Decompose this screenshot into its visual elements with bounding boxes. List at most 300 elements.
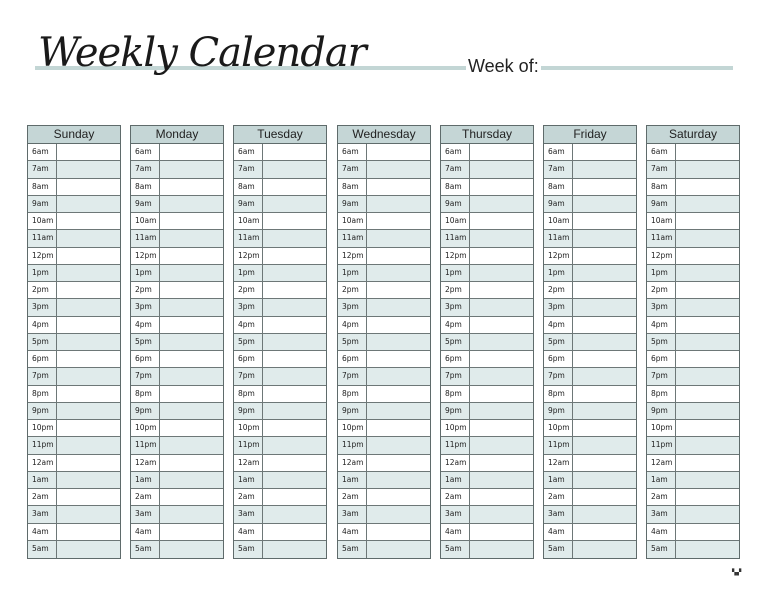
entry-cell[interactable] <box>676 506 739 522</box>
entry-cell[interactable] <box>573 524 636 540</box>
time-label: 3am <box>338 506 367 522</box>
time-slot-row <box>234 144 326 161</box>
entry-cell[interactable] <box>573 420 636 436</box>
entry-cell[interactable] <box>57 386 120 402</box>
entry-cell[interactable] <box>470 541 533 558</box>
entry-cell[interactable] <box>470 248 533 264</box>
entry-cell[interactable] <box>573 196 636 212</box>
entry-cell[interactable] <box>160 179 223 195</box>
entry-cell[interactable] <box>470 334 533 350</box>
entry-cell[interactable] <box>573 489 636 505</box>
time-slot-row <box>441 334 533 351</box>
entry-cell[interactable] <box>367 179 430 195</box>
entry-cell[interactable] <box>57 299 120 315</box>
entry-cell[interactable] <box>573 179 636 195</box>
time-slot-row <box>544 230 636 247</box>
time-slot-row <box>544 213 636 230</box>
time-slot-row <box>338 437 430 454</box>
entry-cell[interactable] <box>263 265 326 281</box>
time-slot-row <box>647 179 739 196</box>
entry-cell[interactable] <box>57 437 120 453</box>
time-label: 7pm <box>441 368 470 384</box>
entry-cell[interactable] <box>263 299 326 315</box>
time-label: 6am <box>234 144 263 160</box>
time-label: 5pm <box>647 334 676 350</box>
time-label: 12pm <box>28 248 57 264</box>
time-slot-row <box>234 420 326 437</box>
entry-cell[interactable] <box>57 144 120 160</box>
time-label: 10pm <box>441 420 470 436</box>
entry-cell[interactable] <box>160 420 223 436</box>
time-label: 10am <box>441 213 470 229</box>
time-slot-row <box>441 437 533 454</box>
time-slot-row <box>338 506 430 523</box>
entry-cell[interactable] <box>160 299 223 315</box>
time-slot-row <box>441 265 533 282</box>
entry-cell[interactable] <box>57 282 120 298</box>
entry-cell[interactable] <box>573 282 636 298</box>
time-slot-row <box>234 541 326 558</box>
time-slot-row <box>131 489 223 506</box>
day-header: Friday <box>544 126 636 144</box>
time-slot-row <box>234 299 326 316</box>
entry-cell[interactable] <box>573 248 636 264</box>
time-label: 7pm <box>234 368 263 384</box>
entry-cell[interactable] <box>676 524 739 540</box>
entry-cell[interactable] <box>57 334 120 350</box>
time-label: 4am <box>131 524 160 540</box>
entry-cell[interactable] <box>367 386 430 402</box>
entry-cell[interactable] <box>470 506 533 522</box>
time-slot-row <box>338 144 430 161</box>
entry-cell[interactable] <box>57 196 120 212</box>
entry-cell[interactable] <box>676 265 739 281</box>
time-slot-row <box>647 489 739 506</box>
entry-cell[interactable] <box>57 524 120 540</box>
day-column-sunday <box>27 125 121 559</box>
time-slot-row <box>131 317 223 334</box>
entry-cell[interactable] <box>263 472 326 488</box>
time-label: 5am <box>338 541 367 558</box>
time-slot-row <box>544 472 636 489</box>
entry-cell[interactable] <box>676 351 739 367</box>
time-label: 9am <box>441 196 470 212</box>
entry-cell[interactable] <box>367 265 430 281</box>
time-label: 3am <box>28 506 57 522</box>
entry-cell[interactable] <box>57 230 120 246</box>
entry-cell[interactable] <box>573 161 636 177</box>
entry-cell[interactable] <box>160 455 223 471</box>
entry-cell[interactable] <box>57 265 120 281</box>
time-label: 12am <box>234 455 263 471</box>
entry-cell[interactable] <box>160 524 223 540</box>
time-slot-row <box>28 144 120 161</box>
entry-cell[interactable] <box>367 317 430 333</box>
time-slot-row <box>338 524 430 541</box>
time-label: 7am <box>234 161 263 177</box>
time-label: 6am <box>647 144 676 160</box>
entry-cell[interactable] <box>573 368 636 384</box>
entry-cell[interactable] <box>57 455 120 471</box>
time-slot-row <box>544 334 636 351</box>
entry-cell[interactable] <box>160 368 223 384</box>
time-slot-row <box>338 541 430 558</box>
time-label: 1am <box>338 472 367 488</box>
time-label: 4pm <box>234 317 263 333</box>
entry-cell[interactable] <box>470 524 533 540</box>
entry-cell[interactable] <box>160 386 223 402</box>
entry-cell[interactable] <box>160 489 223 505</box>
entry-cell[interactable] <box>263 368 326 384</box>
entry-cell[interactable] <box>160 472 223 488</box>
entry-cell[interactable] <box>367 144 430 160</box>
entry-cell[interactable] <box>470 179 533 195</box>
entry-cell[interactable] <box>367 420 430 436</box>
entry-cell[interactable] <box>470 213 533 229</box>
time-slot-row <box>544 161 636 178</box>
time-label: 10pm <box>234 420 263 436</box>
entry-cell[interactable] <box>367 455 430 471</box>
time-slot-row <box>131 161 223 178</box>
entry-cell[interactable] <box>676 386 739 402</box>
entry-cell[interactable] <box>470 161 533 177</box>
entry-cell[interactable] <box>367 196 430 212</box>
entry-cell[interactable] <box>160 230 223 246</box>
time-slot-row <box>338 420 430 437</box>
day-header: Wednesday <box>338 126 430 144</box>
entry-cell[interactable] <box>263 334 326 350</box>
entry-cell[interactable] <box>263 489 326 505</box>
entry-cell[interactable] <box>470 437 533 453</box>
entry-cell[interactable] <box>573 265 636 281</box>
entry-cell[interactable] <box>676 403 739 419</box>
entry-cell[interactable] <box>367 334 430 350</box>
day-column-friday <box>543 125 637 559</box>
entry-cell[interactable] <box>263 161 326 177</box>
entry-cell[interactable] <box>263 213 326 229</box>
entry-cell[interactable] <box>57 541 120 558</box>
entry-cell[interactable] <box>367 403 430 419</box>
time-slot-row <box>28 179 120 196</box>
entry-cell[interactable] <box>57 368 120 384</box>
entry-cell[interactable] <box>367 213 430 229</box>
entry-cell[interactable] <box>57 317 120 333</box>
entry-cell[interactable] <box>263 420 326 436</box>
time-label: 5am <box>131 541 160 558</box>
entry-cell[interactable] <box>470 420 533 436</box>
time-label: 10am <box>647 213 676 229</box>
time-slot-row <box>234 230 326 247</box>
entry-cell[interactable] <box>263 455 326 471</box>
time-label: 6pm <box>647 351 676 367</box>
entry-cell[interactable] <box>573 213 636 229</box>
time-label: 3am <box>544 506 573 522</box>
entry-cell[interactable] <box>263 386 326 402</box>
time-label: 2am <box>28 489 57 505</box>
entry-cell[interactable] <box>470 196 533 212</box>
entry-cell[interactable] <box>573 455 636 471</box>
time-slot-row <box>544 437 636 454</box>
entry-cell[interactable] <box>470 403 533 419</box>
entry-cell[interactable] <box>160 334 223 350</box>
entry-cell[interactable] <box>676 472 739 488</box>
time-slot-row <box>234 455 326 472</box>
entry-cell[interactable] <box>263 403 326 419</box>
time-slot-row <box>131 368 223 385</box>
entry-cell[interactable] <box>676 455 739 471</box>
entry-cell[interactable] <box>263 248 326 264</box>
entry-cell[interactable] <box>676 161 739 177</box>
time-label: 9am <box>131 196 160 212</box>
entry-cell[interactable] <box>676 213 739 229</box>
time-label: 9am <box>234 196 263 212</box>
entry-cell[interactable] <box>676 299 739 315</box>
time-label: 11pm <box>234 437 263 453</box>
time-label: 11pm <box>544 437 573 453</box>
time-slot-row <box>544 420 636 437</box>
entry-cell[interactable] <box>470 144 533 160</box>
time-slot-row <box>131 403 223 420</box>
entry-cell[interactable] <box>367 282 430 298</box>
entry-cell[interactable] <box>676 489 739 505</box>
time-label: 8am <box>338 179 367 195</box>
time-slot-row <box>441 299 533 316</box>
entry-cell[interactable] <box>263 351 326 367</box>
time-slot-row <box>441 161 533 178</box>
entry-cell[interactable] <box>57 213 120 229</box>
entry-cell[interactable] <box>676 248 739 264</box>
entry-cell[interactable] <box>470 351 533 367</box>
time-slot-row <box>131 386 223 403</box>
time-label: 5am <box>544 541 573 558</box>
time-slot-row <box>338 213 430 230</box>
entry-cell[interactable] <box>367 524 430 540</box>
time-slot-row <box>338 196 430 213</box>
time-slot-row <box>647 265 739 282</box>
entry-cell[interactable] <box>676 437 739 453</box>
entry-cell[interactable] <box>367 541 430 558</box>
entry-cell[interactable] <box>573 403 636 419</box>
entry-cell[interactable] <box>470 368 533 384</box>
entry-cell[interactable] <box>573 541 636 558</box>
time-label: 7pm <box>338 368 367 384</box>
entry-cell[interactable] <box>160 144 223 160</box>
entry-cell[interactable] <box>57 472 120 488</box>
entry-cell[interactable] <box>367 506 430 522</box>
entry-cell[interactable] <box>263 196 326 212</box>
entry-cell[interactable] <box>573 506 636 522</box>
time-slot-row <box>647 196 739 213</box>
entry-cell[interactable] <box>470 386 533 402</box>
day-column-thursday <box>440 125 534 559</box>
entry-cell[interactable] <box>57 351 120 367</box>
entry-cell[interactable] <box>676 420 739 436</box>
time-label: 11am <box>647 230 676 246</box>
entry-cell[interactable] <box>57 420 120 436</box>
time-slot-row <box>441 213 533 230</box>
time-label: 6am <box>28 144 57 160</box>
time-label: 10am <box>234 213 263 229</box>
time-label: 6pm <box>338 351 367 367</box>
time-label: 5pm <box>234 334 263 350</box>
time-slot-row <box>338 403 430 420</box>
entry-cell[interactable] <box>160 541 223 558</box>
entry-cell[interactable] <box>470 489 533 505</box>
entry-cell[interactable] <box>263 230 326 246</box>
entry-cell[interactable] <box>676 179 739 195</box>
entry-cell[interactable] <box>160 506 223 522</box>
entry-cell[interactable] <box>367 161 430 177</box>
time-label: 5am <box>28 541 57 558</box>
time-slot-row <box>131 196 223 213</box>
time-slot-row <box>28 230 120 247</box>
entry-cell[interactable] <box>57 161 120 177</box>
time-label: 2am <box>544 489 573 505</box>
entry-cell[interactable] <box>263 541 326 558</box>
entry-cell[interactable] <box>160 403 223 419</box>
time-slot-row <box>647 282 739 299</box>
time-slot-row <box>338 282 430 299</box>
time-slot-row <box>441 489 533 506</box>
entry-cell[interactable] <box>263 282 326 298</box>
time-label: 8pm <box>441 386 470 402</box>
time-slot-row <box>544 506 636 523</box>
entry-cell[interactable] <box>676 368 739 384</box>
day-header: Sunday <box>28 126 120 144</box>
entry-cell[interactable] <box>470 455 533 471</box>
time-slot-row <box>647 368 739 385</box>
time-label: 4pm <box>544 317 573 333</box>
time-label: 12pm <box>544 248 573 264</box>
time-slot-row <box>131 299 223 316</box>
time-label: 12am <box>338 455 367 471</box>
entry-cell[interactable] <box>676 317 739 333</box>
time-slot-row <box>131 472 223 489</box>
entry-cell[interactable] <box>367 437 430 453</box>
entry-cell[interactable] <box>470 282 533 298</box>
time-label: 12am <box>441 455 470 471</box>
time-label: 2am <box>234 489 263 505</box>
entry-cell[interactable] <box>470 230 533 246</box>
entry-cell[interactable] <box>57 403 120 419</box>
entry-cell[interactable] <box>573 472 636 488</box>
entry-cell[interactable] <box>57 179 120 195</box>
time-label: 1am <box>28 472 57 488</box>
entry-cell[interactable] <box>160 351 223 367</box>
time-slot-row <box>28 506 120 523</box>
time-slot-row <box>234 386 326 403</box>
entry-cell[interactable] <box>160 265 223 281</box>
time-label: 10pm <box>338 420 367 436</box>
time-label: 6pm <box>441 351 470 367</box>
entry-cell[interactable] <box>263 437 326 453</box>
entry-cell[interactable] <box>160 437 223 453</box>
day-column-wednesday <box>337 125 431 559</box>
entry-cell[interactable] <box>367 368 430 384</box>
entry-cell[interactable] <box>160 196 223 212</box>
entry-cell[interactable] <box>573 386 636 402</box>
entry-cell[interactable] <box>676 196 739 212</box>
entry-cell[interactable] <box>367 230 430 246</box>
time-slot-row <box>647 455 739 472</box>
entry-cell[interactable] <box>573 351 636 367</box>
entry-cell[interactable] <box>470 299 533 315</box>
entry-cell[interactable] <box>573 334 636 350</box>
entry-cell[interactable] <box>367 299 430 315</box>
entry-cell[interactable] <box>676 230 739 246</box>
time-slot-row <box>441 541 533 558</box>
entry-cell[interactable] <box>160 317 223 333</box>
time-label: 7am <box>647 161 676 177</box>
entry-cell[interactable] <box>367 248 430 264</box>
time-slot-row <box>441 317 533 334</box>
entry-cell[interactable] <box>263 317 326 333</box>
time-label: 9am <box>338 196 367 212</box>
entry-cell[interactable] <box>160 248 223 264</box>
time-slot-row <box>338 386 430 403</box>
day-column-monday <box>130 125 224 559</box>
entry-cell[interactable] <box>57 489 120 505</box>
time-slot-row <box>131 455 223 472</box>
time-slot-row <box>234 265 326 282</box>
entry-cell[interactable] <box>263 524 326 540</box>
time-label: 12am <box>28 455 57 471</box>
entry-cell[interactable] <box>573 230 636 246</box>
time-slot-row <box>28 213 120 230</box>
time-label: 11pm <box>338 437 367 453</box>
entry-cell[interactable] <box>676 282 739 298</box>
entry-cell[interactable] <box>57 248 120 264</box>
time-slot-row <box>338 265 430 282</box>
entry-cell[interactable] <box>160 213 223 229</box>
entry-cell[interactable] <box>573 144 636 160</box>
entry-cell[interactable] <box>367 351 430 367</box>
time-label: 9pm <box>234 403 263 419</box>
entry-cell[interactable] <box>263 506 326 522</box>
time-slot-row <box>28 248 120 265</box>
time-label: 5am <box>234 541 263 558</box>
entry-cell[interactable] <box>573 317 636 333</box>
entry-cell[interactable] <box>367 489 430 505</box>
time-label: 12pm <box>234 248 263 264</box>
entry-cell[interactable] <box>676 334 739 350</box>
entry-cell[interactable] <box>160 282 223 298</box>
entry-cell[interactable] <box>676 541 739 558</box>
time-label: 2am <box>647 489 676 505</box>
entry-cell[interactable] <box>573 299 636 315</box>
time-slot-row <box>28 368 120 385</box>
time-label: 8pm <box>131 386 160 402</box>
entry-cell[interactable] <box>470 265 533 281</box>
time-label: 3pm <box>441 299 470 315</box>
time-slot-row <box>441 196 533 213</box>
entry-cell[interactable] <box>367 472 430 488</box>
entry-cell[interactable] <box>470 472 533 488</box>
time-slot-row <box>544 282 636 299</box>
entry-cell[interactable] <box>573 437 636 453</box>
time-label: 2pm <box>338 282 367 298</box>
time-label: 9pm <box>441 403 470 419</box>
entry-cell[interactable] <box>676 144 739 160</box>
entry-cell[interactable] <box>470 317 533 333</box>
entry-cell[interactable] <box>263 144 326 160</box>
time-slot-row <box>28 455 120 472</box>
time-slot-row <box>647 386 739 403</box>
entry-cell[interactable] <box>57 506 120 522</box>
entry-cell[interactable] <box>263 179 326 195</box>
entry-cell[interactable] <box>160 161 223 177</box>
time-slot-row <box>28 299 120 316</box>
